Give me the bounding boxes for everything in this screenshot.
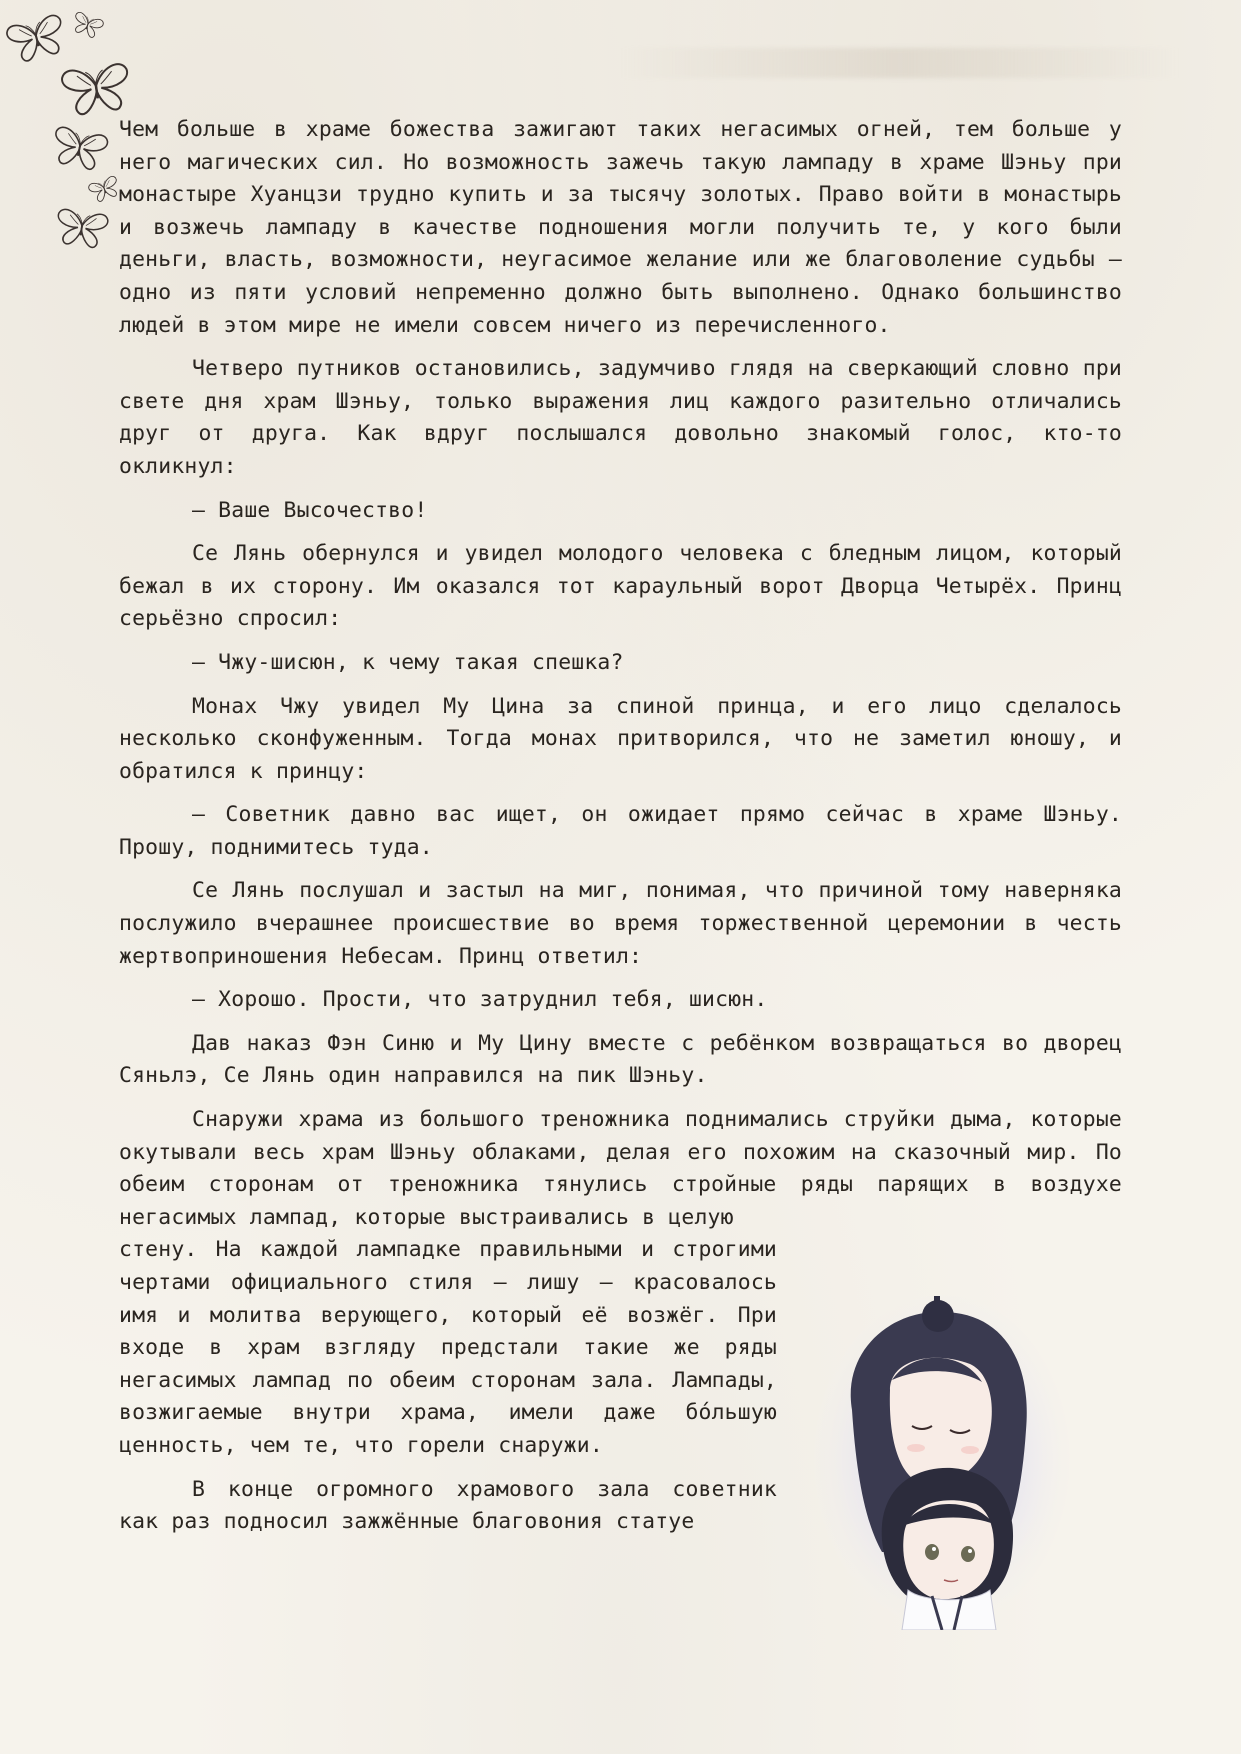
dialogue-line: — Советник давно вас ищет, он ожидает прямо сейчас в храме Шэньу. Прошу, поднимитесь туда. (119, 802, 1122, 860)
chibi-illustration-icon (812, 1290, 1072, 1630)
paragraph: Се Лянь обернулся и увидел молодого человека с бледным лицом, который бежал в их сторону. Им оказался тот караульный ворот Дворца Четырёх. Принц серьёзно спросил: (119, 541, 1122, 632)
paragraph: В конце огромного храмового зала советник как раз подносил зажжённые благовония статуе (119, 1476, 777, 1535)
decorative-smudge (620, 48, 1180, 78)
butterfly-icon (5, 14, 68, 65)
wrapped-text-column (119, 1234, 777, 1538)
butterfly-icon (88, 175, 122, 203)
paragraph: Дав наказ Фэн Синю и Му Цину вместе с ребёнком возвращаться во дворец Сяньлэ, Се Лянь один направился на пик Шэньу. (119, 1030, 1122, 1089)
paragraph: Чем больше в храме божества зажигают таких негасимых огней, тем больше у него магических сил. Но возможность зажечь такую лампаду в храме Шэньу при монастыре Хуанцзи трудно купить и за тысячу золотых. Право войти в монастырь и возжечь лампаду в качестве подношения могли получить те, у кого были деньги, власть, возможности, неугасимое желание или же благоволение судьбы — одно из пяти условий непременно должно быть выполнено. Однако большинство людей в этом мире не имели совсем ничего из перечисленного. (119, 117, 1122, 338)
paragraph: Монах Чжу увидел Му Цина за спиной принца, и его лицо сделалось несколько сконфуженным. Тогда монах притворился, что не заметил юношу, и обратился к принцу: (119, 693, 1122, 784)
paragraph-continuation: стену. На каждой лампадке правильными и строгими чертами официального стиля — лишу — красовалось имя и молитва верующего, который её возжёг. При входе в храм взгляду предстали такие же ряды негасимых лампад по обеим сторонам зала. Лампады, возжигаемые внутри храма, имели даже бóльшую ценность, чем те, что горели снаружи. (119, 1237, 777, 1458)
dialogue-line: — Хорошо. Прости, что затруднил тебя, шисюн. (192, 987, 768, 1013)
paragraph: Се Лянь послушал и застыл на миг, понимая, что причиной тому наверняка послужило вчерашнее происшествие во время торжественной церемонии в честь жертвоприношения Небесам. Принц ответил: (119, 878, 1122, 969)
butterflies-decoration-icon (0, 0, 130, 260)
dialogue-line: — Чжу-шисюн, к чему такая спешка? (192, 649, 624, 675)
butterfly-icon (71, 11, 105, 39)
paragraph: Четверо путников остановились, задумчиво глядя на сверкающий словно при свете дня храм Шэньу, только выражения лиц каждого разительно отличались друг от друга. Как вдруг послышался довольно знакомый голос, кто-то окликнул: (119, 356, 1122, 479)
paragraph-start: Снаружи храма из большого треножника поднимались струйки дыма, которые окутывали весь храм Шэньу облаками, делая его похожим на сказочный мир. По обеим сторонам от треножника тянулись стройные ряды парящих в воздухе негасимых лампад, которые выстраивались в целую (119, 1107, 1122, 1230)
butterfly-icon (55, 208, 109, 249)
butterfly-icon (61, 63, 130, 116)
butterfly-icon (50, 126, 109, 172)
dialogue-line: — Ваше Высочество! (192, 497, 428, 523)
